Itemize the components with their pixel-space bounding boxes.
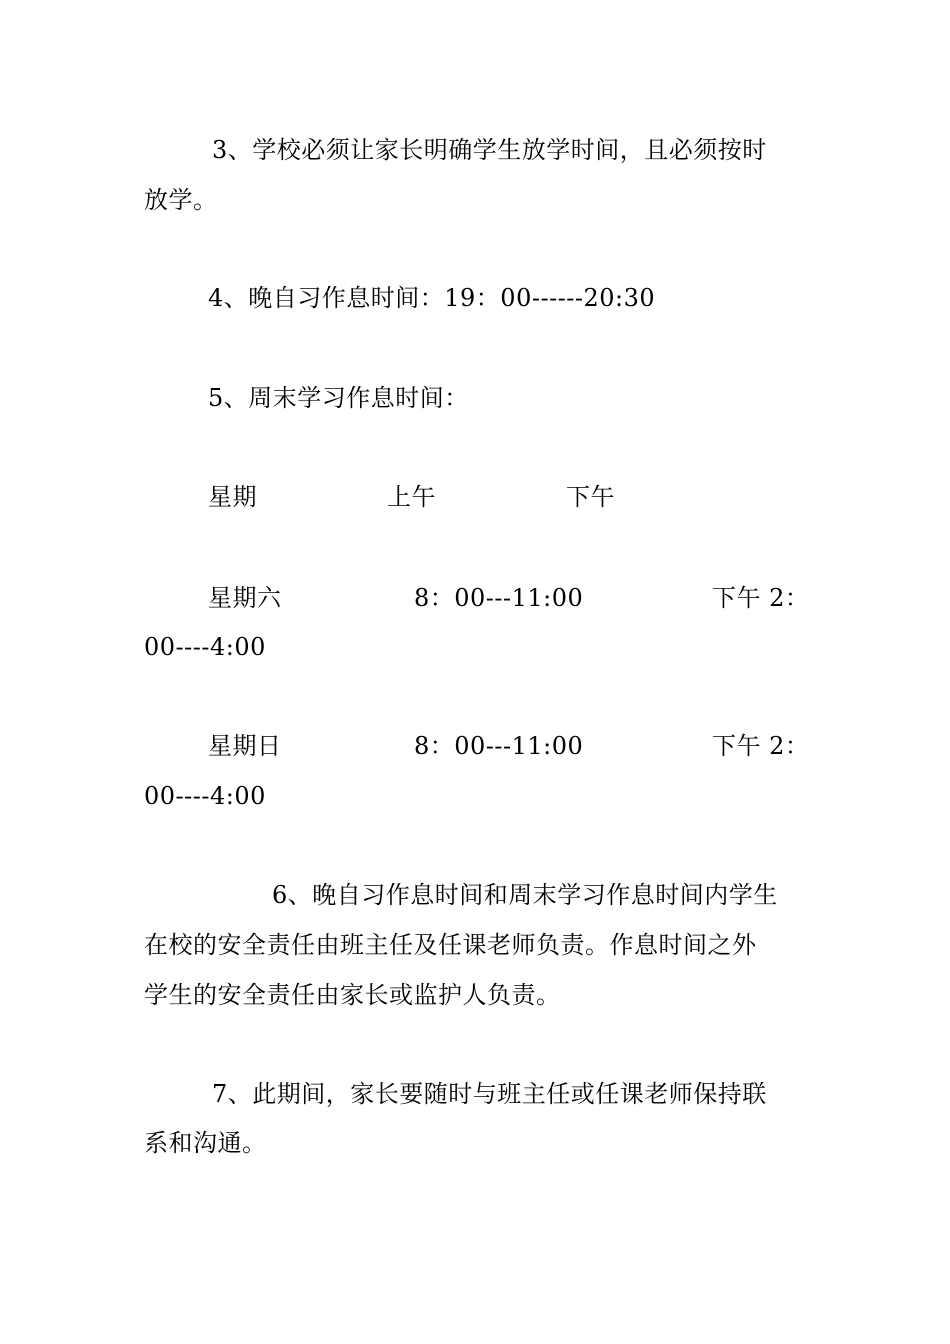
item-6-line-3: 学生的安全责任由家长或监护人负责。 [144, 981, 561, 1009]
schedule-row-saturday-afternoon-cont: 00----4:00 [144, 633, 266, 661]
schedule-row-saturday-morning: 8：00---11:00 [414, 584, 584, 612]
item-7-line-1: 7、此期间，家长要随时与班主任或任课老师保持联 [212, 1080, 767, 1108]
item-7-line-2: 系和沟通。 [144, 1129, 267, 1157]
item-6-line-2: 在校的安全责任由班主任及任课老师负责。作息时间之外 [144, 931, 757, 959]
schedule-row-sunday-afternoon: 下午 2： [712, 732, 810, 760]
schedule-row-saturday-afternoon: 下午 2： [712, 584, 810, 612]
schedule-row-sunday-day: 星期日 [208, 732, 282, 760]
schedule-row-sunday-morning: 8：00---11:00 [414, 732, 584, 760]
schedule-header-afternoon: 下午 [566, 483, 615, 511]
item-3-line-1: 3、学校必须让家长明确学生放学时间，且必须按时 [212, 136, 767, 164]
item-3-line-2: 放学。 [144, 186, 218, 214]
schedule-header-morning: 上午 [387, 483, 436, 511]
schedule-row-sunday-afternoon-cont: 00----4:00 [144, 782, 266, 810]
item-4-evening-study-time: 4、晚自习作息时间：19：00------20:30 [208, 284, 656, 312]
item-5-weekend-study-time: 5、周末学习作息时间： [208, 384, 469, 412]
item-6-line-1: 6、晚自习作息时间和周末学习作息时间内学生 [272, 881, 778, 909]
schedule-header-day: 星期 [208, 483, 257, 511]
schedule-row-saturday-day: 星期六 [208, 584, 282, 612]
